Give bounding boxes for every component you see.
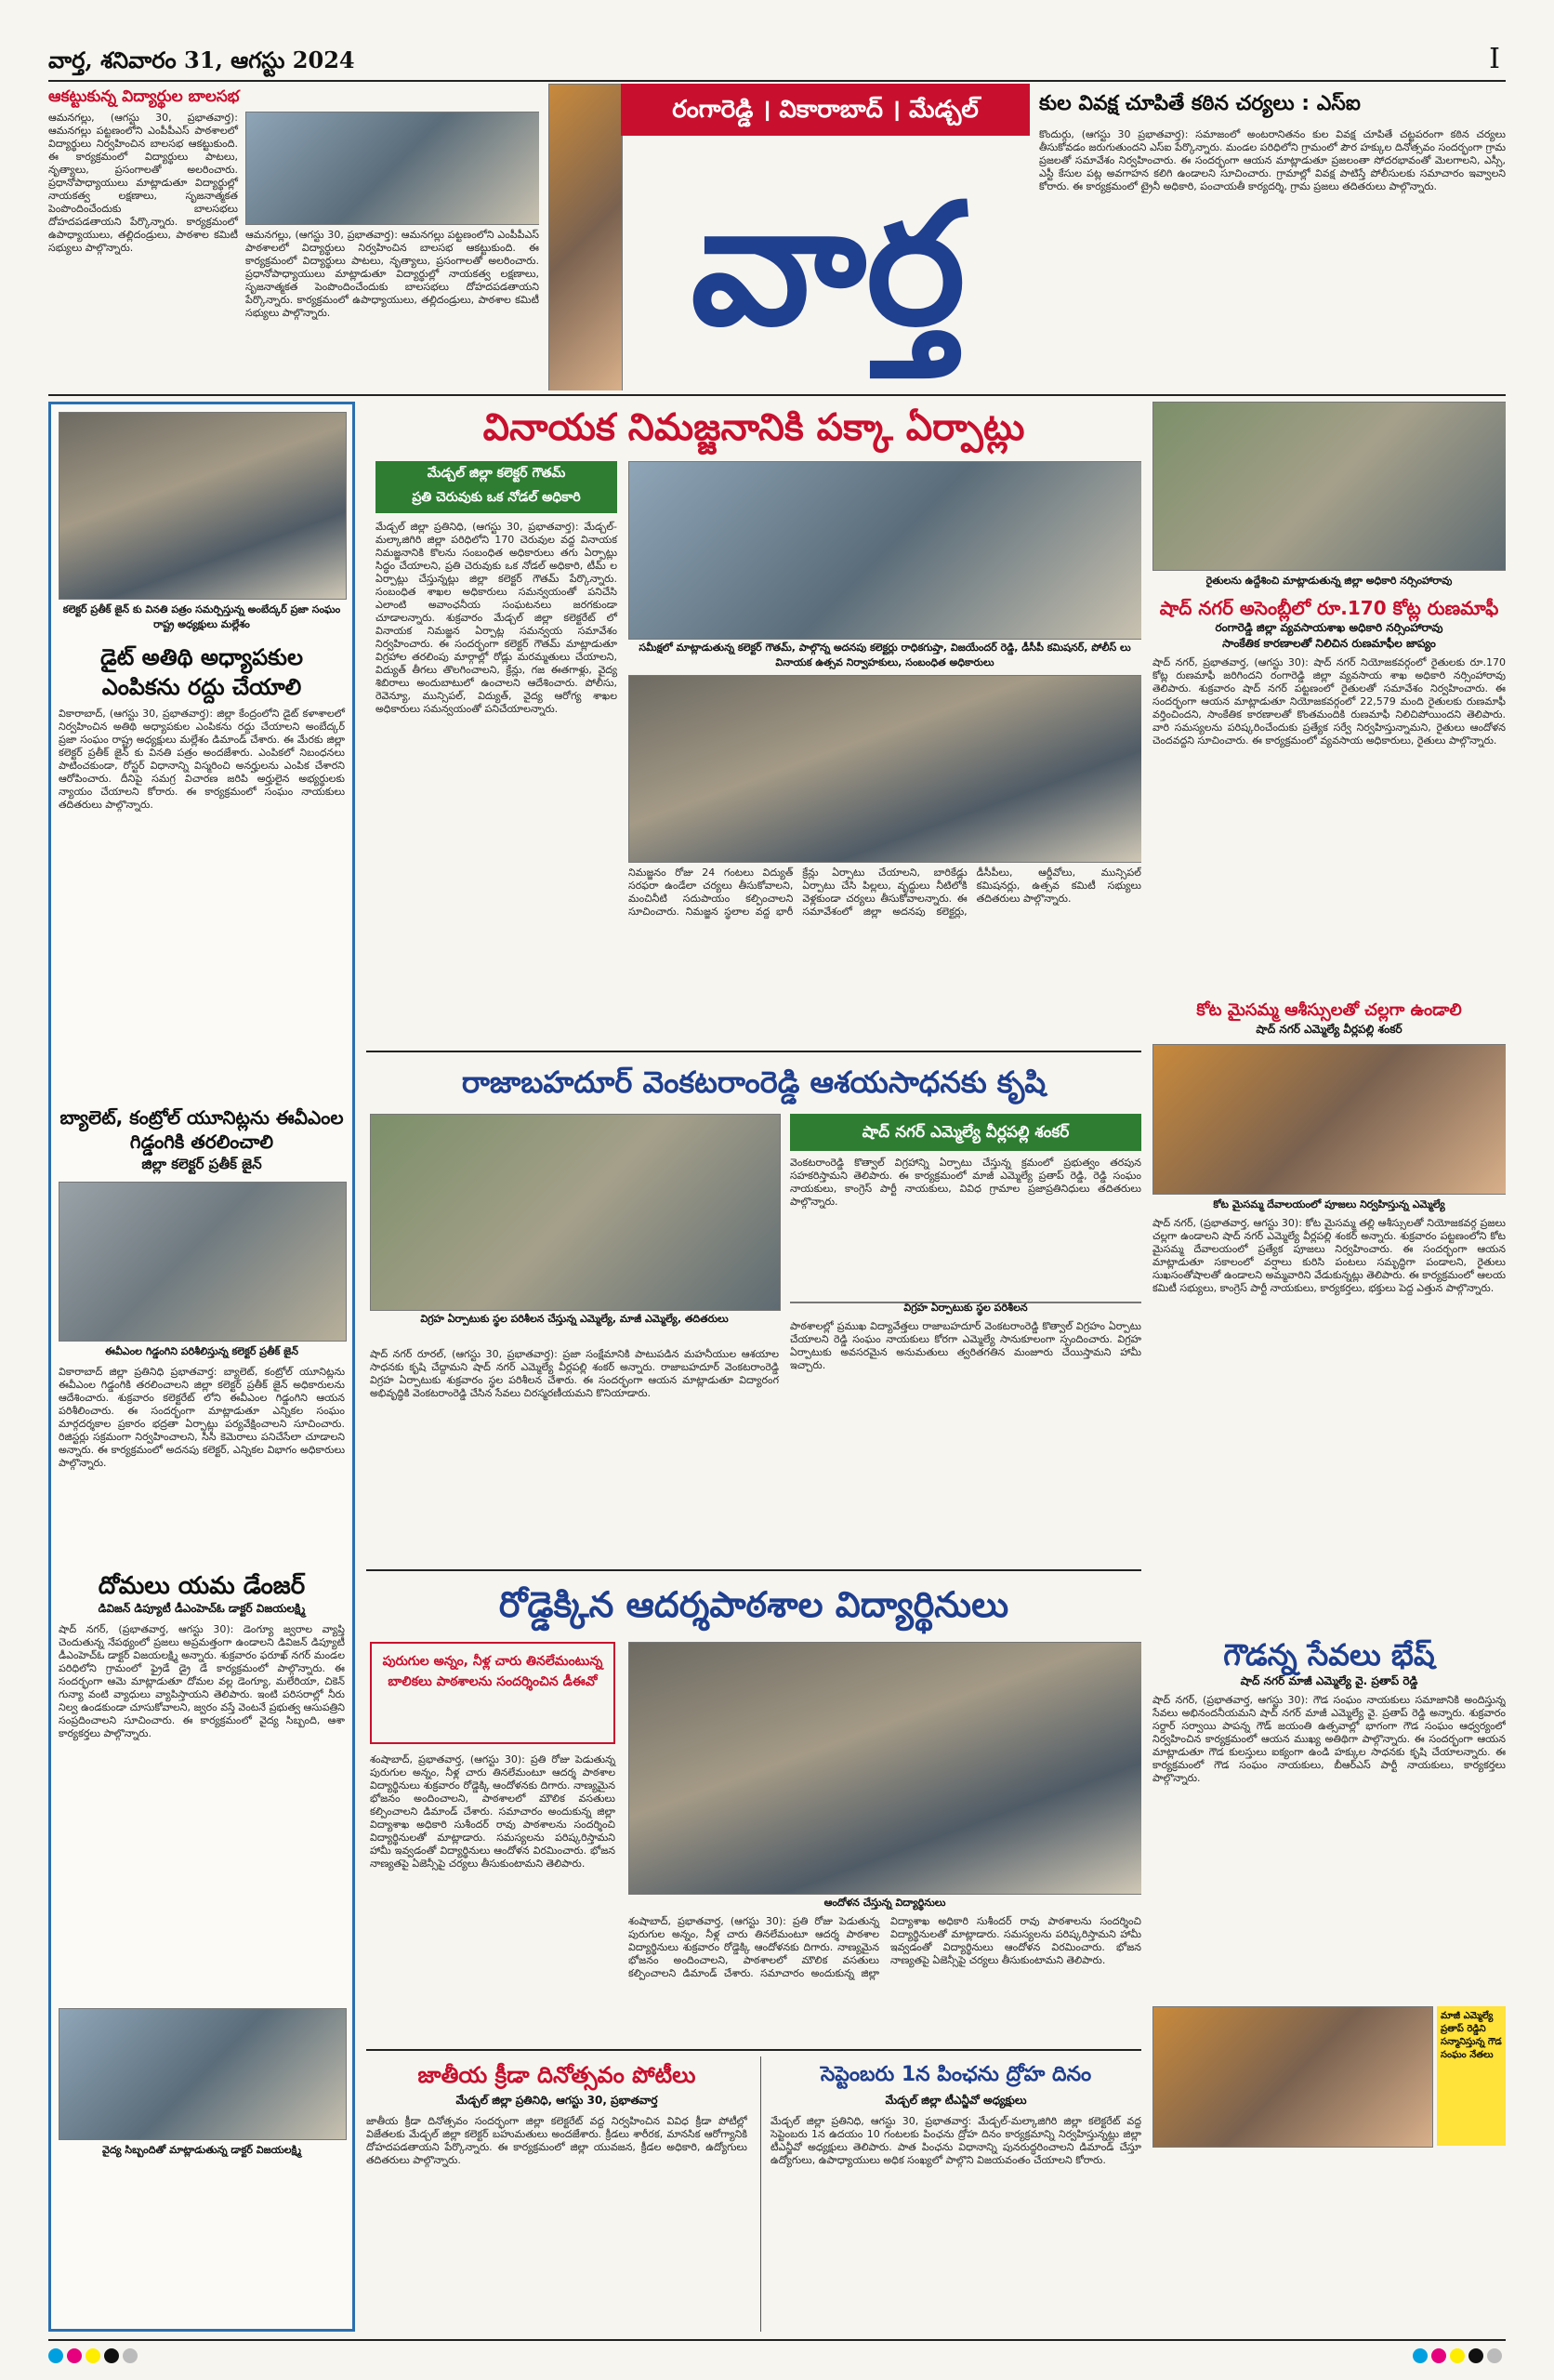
story-headline: రాజాబహదూర్ వెంకటరాంరెడ్డి ఆశయసాధనకు కృషి bbox=[461, 1064, 1047, 1100]
story-body-c: పాఠశాలల్లో ప్రముఖ విద్యావేత్తలు రాజాబహదూర్ వెంకటరాంరెడ్డి కొత్వాల్ విగ్రహం ఏర్పాటు చేయాలని రెడ్డి సంఘం నాయకులు కోరగా ఎమ్మెల్యే సానుకూలంగా స్పందించారు. విగ్రహ ఏర్పాటుకు అవసరమైన అనుమతులు త్వరితగతిన మంజూరు చేయిస్తామని హామీ ఇచ్చారు. bbox=[790, 1320, 1141, 1371]
section-rule bbox=[366, 2049, 1141, 2051]
header-dateline: వార్త, శనివారం 31, ఆగస్టు 2024 bbox=[48, 46, 355, 73]
photo-caption: రైతులను ఉద్దేశించి మాట్లాడుతున్న జిల్లా అధికారి నర్సింహారావు bbox=[1205, 575, 1453, 587]
registration-dot bbox=[1450, 2348, 1465, 2363]
main-body: మేడ్చల్ జిల్లా ప్రతినిధి, (ఆగస్టు 30, ప్రభాతవార్త): మేడ్చల్-మల్కాజిగిరి జిల్లా పరిధిలోని 170 చెరువుల వద్ద వినాయక నిమజ్జనానికి కొలను సంబంధిత అధికారులు తగు ఏర్పాట్లు సిద్ధం చేయాలని, ప్రతి చెరువుకు ఒక నోడల్ అధికారి, టీమ్ ల ఏర్పాట్లు చేస్తున్నట్లు జిల్లా కలెక్టర్ గౌతమ్ పేర్కొన్నారు. సంబంధిత శాఖల అధికారులు సమన్వయంతో పనిచేసి ఎలాంటి అవాంఛనీయ సంఘటనలు జరగకుండా చూడాలన్నారు. శుక్రవారం మేడ్చల్ జిల్లా కలెక్టరేట్ లో వినాయక నిమజ్జన ఏర్పాట్ల సమన్వయ సమావేశం నిర్వహించారు. ఈ సందర్భంగా కలెక్టర్ గౌతమ్ మాట్లాడుతూ విగ్రహాల తరలింపు మార్గాల్లో రోడ్లు మరమ్మతులు చేయాలని, విద్యుత్ తీగలు తొలగించాలని, క్రేన్లు, గజ ఈతగాళ్లు, వైద్య శిబిరాలు అందుబాటులో ఉంచాలని ఆదేశించారు. పోలీసు, రెవెన్యూ, మున్సిపల్, విద్యుత్, వైద్య ఆరోగ్య శాఖల అధికారులు సమన్వయంతో పనిచేయాలన్నారు. bbox=[375, 521, 617, 715]
story-sports-day bbox=[366, 2056, 747, 2332]
registration-dot bbox=[1487, 2348, 1502, 2363]
photo-caption: వైద్య సిబ్బందితో మాట్లాడుతున్న డాక్టర్ విజయలక్ష్మి bbox=[102, 2144, 301, 2156]
main-subhead-2: ప్రతి చెరువుకు ఒక నోడల్ అధికారి bbox=[412, 490, 581, 505]
story-body-cont: శంషాబాద్, ప్రభాతవార్త, (ఆగస్టు 30): ప్రతి రోజు పెడుతున్న పురుగుల అన్నం, నీళ్ల చారు తినలేమంటూ ఆదర్శ పాఠశాల విద్యార్థినులు శుక్రవారం రోడ్డెక్కి ఆందోళనకు దిగారు. నాణ్యమైన భోజనం అందించాలని, పాఠశాలలో మౌలిక వసతులు కల్పించాలని డిమాండ్ చేశారు. సమాచారం అందుకున్న జిల్లా విద్యాశాఖ అధికారి సుశీందర్ రావు పాఠశాలను సందర్శించి విద్యార్థినులతో మాట్లాడారు. సమస్యలను పరిష్కరిస్తామని హామీ ఇవ్వడంతో విద్యార్థినులు ఆందోళన విరమించారు. భోజన నాణ్యతపై ఏజెన్సీపై చర్యలు తీసుకుంటామని తెలిపారు. bbox=[628, 1915, 1141, 1979]
photo-caption: విగ్రహ ఏర్పాటుకు స్థల పరిశీలన చేస్తున్న ఎమ్మెల్యే, మాజీ ఎమ్మెల్యే, తదితరులు bbox=[420, 1313, 729, 1325]
section-rule bbox=[366, 1569, 1141, 1571]
story-body-a: వెంకటరాంరెడ్డి కొత్వాల్ విగ్రహాన్ని ఏర్పాటు చేస్తున్న క్రమంలో ప్రభుత్వం తరపున సహకరిస్తామని తెలిపారు. ఈ కార్యక్రమంలో మాజీ ఎమ్మెల్యే ప్రతాప్ రెడ్డి, రెడ్డి సంఘం నాయకులు, కాంగ్రెస్ పార్టీ నాయకులు, వివిధ గ్రామాల ప్రజాప్రతినిధులు తదితరులు పాల్గొన్నారు. bbox=[790, 1157, 1141, 1208]
photo-temple-puja bbox=[1152, 1044, 1506, 1195]
section-rule bbox=[366, 1051, 1141, 1052]
story-title: జాతీయ క్రీడా దినోత్సవం పోటీలు bbox=[417, 2062, 696, 2088]
story-subhead: పురుగుల అన్నం, నీళ్ల చారు తినలేమంటున్న బాలికలు పాఠశాలను సందర్శించిన డీఈవో bbox=[382, 1654, 603, 1689]
right-column bbox=[1152, 402, 1506, 2332]
registration-dot bbox=[1468, 2348, 1483, 2363]
article-body: షాద్ నగర్, (ప్రభాతవార్త, ఆగస్టు 30): డెంగ్యూ జ్వరాల వ్యాప్తి చెందుతున్న నేపథ్యంలో ప్రజలు అప్రమత్తంగా ఉండాలని డివిజన్ డిప్యూటీ డీఎంహెచ్ఓ డాక్టర్ విజయలక్ష్మి అన్నారు. శుక్రవారం ఫరూఖ్ నగర్ మండల పరిధిలోని గ్రామంలో ఫ్రైడే డ్రై డే కార్యక్రమంలో పాల్గొన్నారు. ఈ సందర్భంగా ఆమె మాట్లాడుతూ దోమల వల్ల డెంగ్యూ, మలేరియా, చికెన్ గున్యా వంటి వ్యాధులు వ్యాపిస్తాయని తెలిపారు. ఇంటి పరిసరాల్లో నీరు నిల్వ ఉండకుండా చూసుకోవాలని, జ్వరం వస్తే వెంటనే ప్రభుత్వ ఆసుపత్రిని సంప్రదించాలని సూచించారు. ఈ కార్యక్రమంలో వైద్య సిబ్బంది, ఆశా కార్యకర్తలు పాల్గొన్నారు. bbox=[59, 1623, 345, 1739]
header-rule bbox=[48, 80, 1506, 82]
registration-dot bbox=[86, 2348, 100, 2363]
article-subhead: షాద్ నగర్ ఎమ్మెల్యే వీర్లపల్లి శంకర్ bbox=[1256, 1023, 1403, 1036]
article-body: కొందుర్గు, (ఆగస్టు 30 ప్రభాతవార్త): సమాజంలో అంటరానితనం కుల వివక్ష చూపితే చట్టపరంగా కఠిన చర్యలు తీసుకోవడం జరుగుతుందని ఎస్ఐ పేర్కొన్నారు. మండల పరిధిలోని గ్రామంలో పౌర హక్కుల దినోత్సవం సందర్భంగా గ్రామ ప్రజలతో సమావేశం నిర్వహించారు. ఈ సందర్భంగా ఆయన మాట్లాడుతూ ప్రజలంతా సోదరభావంతో మెలగాలని, ఎస్సీ, ఎస్టీ కేసుల పట్ల అవగాహన కలిగి ఉండాలని సూచించారు. గ్రామాల్లో వివక్ష పాటిస్తే పోలీసులకు సమాచారం ఇవ్వాలని కోరారు. ఈ కార్యక్రమంలో ట్రైనీ అధికారి, పంచాయతీ కార్యదర్శి, గ్రామ ప్రజలు తదితరులు పాల్గొన్నారు. bbox=[1039, 128, 1506, 192]
district-band: రంగారెడ్డి । వికారాబాద్ । మేడ్చల్ bbox=[621, 84, 1030, 136]
article-subhead: సాంకేతిక కారణాలతో నిలిచిన రుణమాఫీల జాప్యం bbox=[1222, 637, 1436, 650]
color-registration-left bbox=[48, 2348, 197, 2367]
photo-caption: విగ్రహ ఏర్పాటుకు స్థల పరిశీలన bbox=[903, 1302, 1028, 1314]
story-subhead: షాద్ నగర్ ఎమ్మెల్యే వీర్లపల్లి శంకర్ bbox=[862, 1123, 1070, 1142]
story-model-school bbox=[366, 1577, 1141, 2042]
article-title: షాద్ నగర్ అసెంబ్లీలో రూ.170 కోట్ల రుణమాఫీ bbox=[1159, 597, 1499, 619]
photo-evm-warehouse bbox=[59, 1182, 347, 1342]
photo-felicitation bbox=[1152, 2006, 1433, 2148]
story-subhead-box bbox=[370, 1642, 615, 1744]
temple-photo bbox=[548, 84, 623, 390]
article-title: కుల వివక్ష చూపితే కఠిన చర్యలు : ఎస్ఐ bbox=[1039, 92, 1361, 115]
article-title: కోట మైసమ్మ ఆశీస్సులతో చల్లగా ఉండాలి bbox=[1196, 1000, 1462, 1020]
article-body-cont: ఆమనగల్లు, (ఆగస్టు 30, ప్రభాతవార్త): ఆమనగల్లు పట్టణంలోని ఎంపీపీఎస్ పాఠశాలలో విద్యార్థులు నిర్వహించిన బాలసభ ఆకట్టుకుంది. ఈ కార్యక్రమంలో విద్యార్థులు పాటలు, నృత్యాలు, ప్రసంగాలతో అలరించారు. ప్రధానోపాధ్యాయులు మాట్లాడుతూ విద్యార్థుల్లో నాయకత్వ లక్షణాలు, సృజనాత్మకత పెంపొందించేందుకు బాలసభలు దోహదపడతాయని పేర్కొన్నారు. కార్యక్రమంలో ఉపాధ్యాయులు, తల్లిదండ్రులు, పాఠశాల కమిటీ సభ్యులు పాల్గొన్నారు. bbox=[245, 229, 539, 319]
photo-caption: ఆందోళన చేస్తున్న విద్యార్థినులు bbox=[823, 1897, 946, 1909]
registration-dot bbox=[67, 2348, 82, 2363]
main-story bbox=[366, 402, 1141, 1043]
page-number: I bbox=[1489, 43, 1500, 75]
article-title: గౌడన్న సేవలు భేష్ bbox=[1223, 1637, 1435, 1673]
page-header bbox=[48, 41, 1506, 78]
paper-logo: వార్త bbox=[691, 166, 966, 363]
story-subhead: మేడ్చల్ జిల్లా ప్రతినిధి, ఆగస్టు 30, ప్రభాతవార్త bbox=[455, 2094, 658, 2107]
photo-balasabha bbox=[245, 112, 539, 225]
article-title: డైట్ అతిథి అధ్యాపకుల ఎంపికను రద్దు చేయాలి bbox=[100, 644, 303, 700]
story-pension-betrayal-day bbox=[760, 2056, 1141, 2332]
article-body: వికారాబాద్ జిల్లా ప్రతినిధి ప్రభాతవార్త: బ్యాలెట్, కంట్రోల్ యూనిట్లను ఈవీఎంల గిడ్డంగికి తరలించాలని జిల్లా కలెక్టర్ ప్రతీక్ జైన్ అధికారులను ఆదేశించారు. శుక్రవారం కలెక్టరేట్ లోని ఈవీఎంల గిడ్డంగిని ఆయన పరిశీలించారు. ఈ సందర్భంగా మాట్లాడుతూ ఎన్నికల సంఘం మార్గదర్శకాల ప్రకారం భద్రతా ఏర్పాట్లు పర్యవేక్షించాలని సూచించారు. రిజిస్టర్లు సక్రమంగా నిర్వహించాలని, సీసీ కెమెరాలు పనిచేసేలా చూడాలని అన్నారు. ఈ కార్యక్రమంలో అదనపు కలెక్టర్, ఎన్నికల విభాగం అధికారులు పాల్గొన్నారు. bbox=[59, 1366, 345, 1469]
photo-medical-staff bbox=[59, 2008, 347, 2140]
photo-caption: కలెక్టర్ ప్రతీక్ జైన్ కు వినతి పత్రం సమర్పిస్తున్న అంబేద్కర్ ప్రజా సంఘం రాష్ట్ర అధ్యక్షులు మల్లేశం bbox=[62, 603, 341, 630]
story-body: శంషాబాద్, ప్రభాతవార్త, (ఆగస్టు 30): ప్రతి రోజు పెడుతున్న పురుగుల అన్నం, నీళ్ల చారు తినలేమంటూ ఆదర్శ పాఠశాల విద్యార్థినులు శుక్రవారం రోడ్డెక్కి ఆందోళనకు దిగారు. నాణ్యమైన భోజనం అందించాలని, పాఠశాలలో మౌలిక వసతులు కల్పించాలని డిమాండ్ చేశారు. సమాచారం అందుకున్న జిల్లా విద్యాశాఖ అధికారి సుశీందర్ రావు పాఠశాలను సందర్శించి విద్యార్థినులతో మాట్లాడారు. సమస్యలను పరిష్కరిస్తామని హామీ ఇవ్వడంతో విద్యార్థినులు ఆందోళన విరమించారు. భోజన నాణ్యతపై ఏజెన్సీపై చర్యలు తీసుకుంటామని తెలిపారు. bbox=[370, 1753, 615, 1870]
main-headline: వినాయక నిమజ్జనానికి పక్కా ఏర్పాట్లు bbox=[482, 406, 1025, 449]
photo-review-meeting bbox=[628, 461, 1141, 640]
photo-hall-audience bbox=[628, 675, 1141, 863]
registration-dot bbox=[48, 2348, 63, 2363]
photo-farmers-meeting bbox=[1152, 402, 1506, 571]
main-body-cont: నిమజ్జనం రోజు 24 గంటలు విద్యుత్ సరఫరా ఉండేలా చర్యలు తీసుకోవాలని, మంచినీటి సదుపాయం కల్పించాలని సూచించారు. నిమజ్జన స్థలాల వద్ద భారీ క్రేన్లు ఏర్పాటు చేయాలని, బారికేడ్లు ఏర్పాటు చేసి పిల్లలు, వృద్ధులు నీటిలోకి వెళ్లకుండా చర్యలు తీసుకోవాలన్నారు. ఈ సమావేశంలో జిల్లా అదనపు కలెక్టర్లు, డీసీపీలు, ఆర్డీవోలు, మున్సిపల్ కమిషనర్లు, ఉత్సవ కమిటీ సభ్యులు తదితరులు పాల్గొన్నారు. bbox=[628, 866, 1141, 918]
article-title: ఆకట్టుకున్న విద్యార్థుల బాలసభ bbox=[48, 87, 240, 106]
registration-dot bbox=[1431, 2348, 1446, 2363]
article-subhead: రంగారెడ్డి జిల్లా వ్యవసాయశాఖ అధికారి నర్సింహారావు bbox=[1215, 621, 1443, 634]
photo-caption: ఈవీఎంల గిడ్డంగిని పరిశీలిస్తున్న కలెక్టర్ ప్రతీక్ జైన్ bbox=[105, 1345, 298, 1357]
section-rule bbox=[48, 394, 1506, 396]
story-subhead-box bbox=[790, 1114, 1141, 1151]
article-body: షాద్ నగర్, (ప్రభాతవార్త, ఆగస్టు 30): కోట మైసమ్మ తల్లి ఆశీస్సులతో నియోజకవర్గ ప్రజలు చల్లగా ఉండాలని షాద్ నగర్ ఎమ్మెల్యే వీర్లపల్లి శంకర్ అన్నారు. శుక్రవారం పట్టణంలోని కోట మైసమ్మ దేవాలయంలో ప్రత్యేక పూజలు నిర్వహించారు. ఈ సందర్భంగా ఆయన మాట్లాడుతూ సకాలంలో వర్షాలు కురిసి పంటలు సమృద్ధిగా పండాలని, రైతులు సుఖసంతోషాలతో ఉండాలని అమ్మవారిని వేడుకున్నట్లు తెలిపారు. ఈ కార్యక్రమంలో ఆలయ కమిటీ సభ్యులు, కాంగ్రెస్ పార్టీ నాయకులు, కార్యకర్తలు, భక్తులు పెద్ద ఎత్తున పాల్గొన్నారు. bbox=[1152, 1217, 1506, 1294]
registration-dot bbox=[104, 2348, 119, 2363]
photo-caption: కోట మైసమ్మ దేవాలయంలో పూజలు నిర్వహిస్తున్న ఎమ్మెల్యే bbox=[1213, 1198, 1445, 1210]
photo-caption: సమీక్షలో మాట్లాడుతున్న కలెక్టర్ గౌతమ్, పాల్గొన్న అదనపు కలెక్టర్లు రాధికగుప్తా, విజయేందర్ రెడ్డి, డీసీపీ కమిషనర్, పోలీస్ లు వినాయక ఉత్సవ నిర్వాహకులు, సంబంధిత అధికారులు bbox=[639, 641, 1131, 668]
photo-caption: మాజీ ఎమ్మెల్యే ప్రతాప్ రెడ్డిని సన్మానిస్తున్న గౌడ సంఘం నేతలు bbox=[1437, 2006, 1506, 2146]
photo-site-inspection bbox=[370, 1114, 781, 1311]
left-column bbox=[48, 402, 355, 2332]
masthead bbox=[548, 84, 1030, 390]
story-title: సెప్టెంబరు 1న పింఛను ద్రోహ దినం bbox=[820, 2063, 1092, 2086]
photo-students-protest bbox=[628, 1642, 1141, 1895]
article-body: ఆమనగల్లు, (ఆగస్టు 30, ప్రభాతవార్త): ఆమనగల్లు పట్టణంలోని ఎంపీపీఎస్ పాఠశాలలో విద్యార్థులు నిర్వహించిన బాలసభ ఆకట్టుకుంది. ఈ కార్యక్రమంలో విద్యార్థులు పాటలు, నృత్యాలు, ప్రసంగాలతో అలరించారు. ప్రధానోపాధ్యాయులు మాట్లాడుతూ విద్యార్థుల్లో నాయకత్వ లక్షణాలు, సృజనాత్మకత పెంపొందించేందుకు బాలసభలు దోహదపడతాయని పేర్కొన్నారు. కార్యక్రమంలో ఉపాధ్యాయులు, తల్లిదండ్రులు, పాఠశాల కమిటీ సభ్యులు పాల్గొన్నారు. bbox=[48, 112, 238, 254]
story-venkatramreddy bbox=[366, 1058, 1141, 1560]
article-body: షాద్ నగర్, (ప్రభాతవార్త, ఆగస్టు 30): గౌడ సంఘం నాయకులు సమాజానికి అందిస్తున్న సేవలు అభినందనీయమని షాద్ నగర్ మాజీ ఎమ్మెల్యే వై. ప్రతాప్ రెడ్డి అన్నారు. శుక్రవారం సర్దార్ సర్వాయి పాపన్న గౌడ్ జయంతి ఉత్సవాల్లో భాగంగా గౌడ సంఘం ఆధ్వర్యంలో నిర్వహించిన కార్యక్రమంలో ఆయన ముఖ్య అతిథిగా పాల్గొన్నారు. ఈ సందర్భంగా ఆయన మాట్లాడుతూ గౌడ కులస్తులు ఐక్యంగా ఉండి హక్కుల సాధనకు కృషి చేయాలన్నారు. ఈ కార్యక్రమంలో గౌడ సంఘం నాయకులు, బీఆర్ఎస్ పార్టీ నాయకులు, కార్యకర్తలు పాల్గొన్నారు. bbox=[1152, 1694, 1506, 1784]
story-headline: రోడ్డెక్కిన ఆదర్శపాఠశాల విద్యార్థినులు bbox=[498, 1584, 1009, 1625]
story-body-b: షాద్ నగర్ రూరల్, (ఆగస్టు 30, ప్రభాతవార్త): ప్రజా సంక్షేమానికి పాటుపడిన మహనీయుల ఆశయాల సాధనకు కృషి చేద్దామని షాద్ నగర్ ఎమ్మెల్యే వీర్లపల్లి శంకర్ అన్నారు. రాజాబహదూర్ వెంకటరాంరెడ్డి విగ్రహ ఏర్పాటుకు శుక్రవారం స్థల పరిశీలన చేశారు. ఈ సందర్భంగా ఆయన మాట్లాడుతూ విద్యారంగ అభివృద్ధికి వెంకటరాంరెడ్డి చేసిన సేవలు చిరస్మరణీయమని కొనియాడారు. bbox=[370, 1348, 779, 1399]
color-registration-right bbox=[1357, 2348, 1506, 2367]
article-subhead: జిల్లా కలెక్టర్ ప్రతీక్ జైన్ bbox=[141, 1156, 262, 1172]
story-subhead: మేడ్చల్ జిల్లా టీఎన్జీవో అధ్యక్షులు bbox=[885, 2094, 1027, 2107]
registration-dot bbox=[123, 2348, 138, 2363]
story-body: మేడ్చల్ జిల్లా ప్రతినిధి, ఆగస్టు 30, ప్రభాతవార్త: మేడ్చల్-మల్కాజిగిరి జిల్లా కలెక్టరేట్ వద్ద సెప్టెంబరు 1న ఉదయం 10 గంటలకు పింఛను ద్రోహ దినం కార్యక్రమాన్ని నిర్వహిస్తున్నట్లు జిల్లా టీఎన్జీవో అధ్యక్షులు తెలిపారు. పాత పింఛను విధానాన్ని పునరుద్ధరించాలని డిమాండ్ చేస్తూ ఉద్యోగులు, ఉపాధ్యాయులు అధిక సంఖ్యలో పాల్గొని విజయవంతం చేయాలని కోరారు. bbox=[770, 2115, 1141, 2166]
photo-collector-petition bbox=[59, 412, 347, 600]
registration-dot bbox=[1413, 2348, 1428, 2363]
article-subhead: షాద్ నగర్ మాజీ ఎమ్మెల్యే వై. ప్రతాప్ రెడ్డి bbox=[1240, 1674, 1418, 1687]
story-body: జాతీయ క్రీడా దినోత్సవం సందర్భంగా జిల్లా కలెక్టరేట్ వద్ద నిర్వహించిన వివిధ క్రీడా పోటీల్లో విజేతలకు మేడ్చల్ జిల్లా కలెక్టర్ బహుమతులు అందజేశారు. క్రీడలు శారీరక, మానసిక ఆరోగ్యానికి దోహదపడతాయని పేర్కొన్నారు. ఈ కార్యక్రమంలో జిల్లా యువజన, క్రీడల అధికారి, ఉద్యోగులు తదితరులు పాల్గొన్నారు. bbox=[366, 2115, 747, 2166]
main-subhead-1: మేడ్చల్ జిల్లా కలెక్టర్ గౌతమ్ bbox=[427, 466, 566, 481]
article-title: బ్యాలెట్, కంట్రోల్ యూనిట్లను ఈవీఎంల గిడ్డంగికి తరలించాలి bbox=[59, 1106, 344, 1153]
article-body: షాద్ నగర్, ప్రభాతవార్త, (ఆగస్టు 30): షాద్ నగర్ నియోజకవర్గంలో రైతులకు రూ.170 కోట్ల రుణమాఫీ జరిగిందని రంగారెడ్డి జిల్లా వ్యవసాయ శాఖ అధికారి నర్సింహారావు తెలిపారు. శుక్రవారం షాద్ నగర్ పట్టణంలో రైతులతో సమావేశం నిర్వహించారు. ఈ సందర్భంగా ఆయన మాట్లాడుతూ నియోజకవర్గంలో 22,579 మంది రైతులకు రుణమాఫీ వర్తించిందని, సాంకేతిక కారణాలతో కొంతమందికి రుణమాఫీ నిలిచిపోయిందని తెలిపారు. వారి సమస్యలను పరిష్కరించేందుకు ప్రత్యేక సర్వే నిర్వహిస్తున్నామని, రైతులు ఆందోళన చెందవద్దని సూచించారు. ఈ కార్యక్రమంలో వ్యవసాయ అధికారులు, రైతులు పాల్గొన్నారు. bbox=[1152, 656, 1506, 747]
footer-rule bbox=[48, 2339, 1506, 2341]
article-caste-discrimination bbox=[1039, 87, 1506, 394]
article-subhead: డివిజన్ డిప్యూటీ డీఎంహెచ్ఓ డాక్టర్ విజయలక్ష్మి bbox=[98, 1602, 306, 1615]
article-title: దోమలు యమ డేంజర్ bbox=[98, 1572, 306, 1600]
article-body: వికారాబాద్, (ఆగస్టు 30, ప్రభాతవార్త): జిల్లా కేంద్రంలోని డైట్ కళాశాలలో నిర్వహించిన అతిథి అధ్యాపకుల ఎంపికను రద్దు చేయాలని అంబేద్కర్ ప్రజా సంఘం రాష్ట్ర అధ్యక్షులు మల్లేశం డిమాండ్ చేశారు. ఈ మేరకు జిల్లా కలెక్టర్ ప్రతీక్ జైన్ కు వినతి పత్రం అందజేశారు. ఎంపికలో నిబంధనలు పాటించకుండా, రోస్టర్ విధానాన్ని విస్మరించి అనర్హులను ఎంపిక చేశారని ఆరోపించారు. దీనిపై సమగ్ర విచారణ జరిపి అర్హులైన అభ్యర్థులకు న్యాయం చేయాలని కోరారు. ఈ కార్యక్రమంలో సంఘం నాయకులు తదితరులు పాల్గొన్నారు. bbox=[59, 707, 345, 811]
subhead-box bbox=[375, 461, 617, 513]
